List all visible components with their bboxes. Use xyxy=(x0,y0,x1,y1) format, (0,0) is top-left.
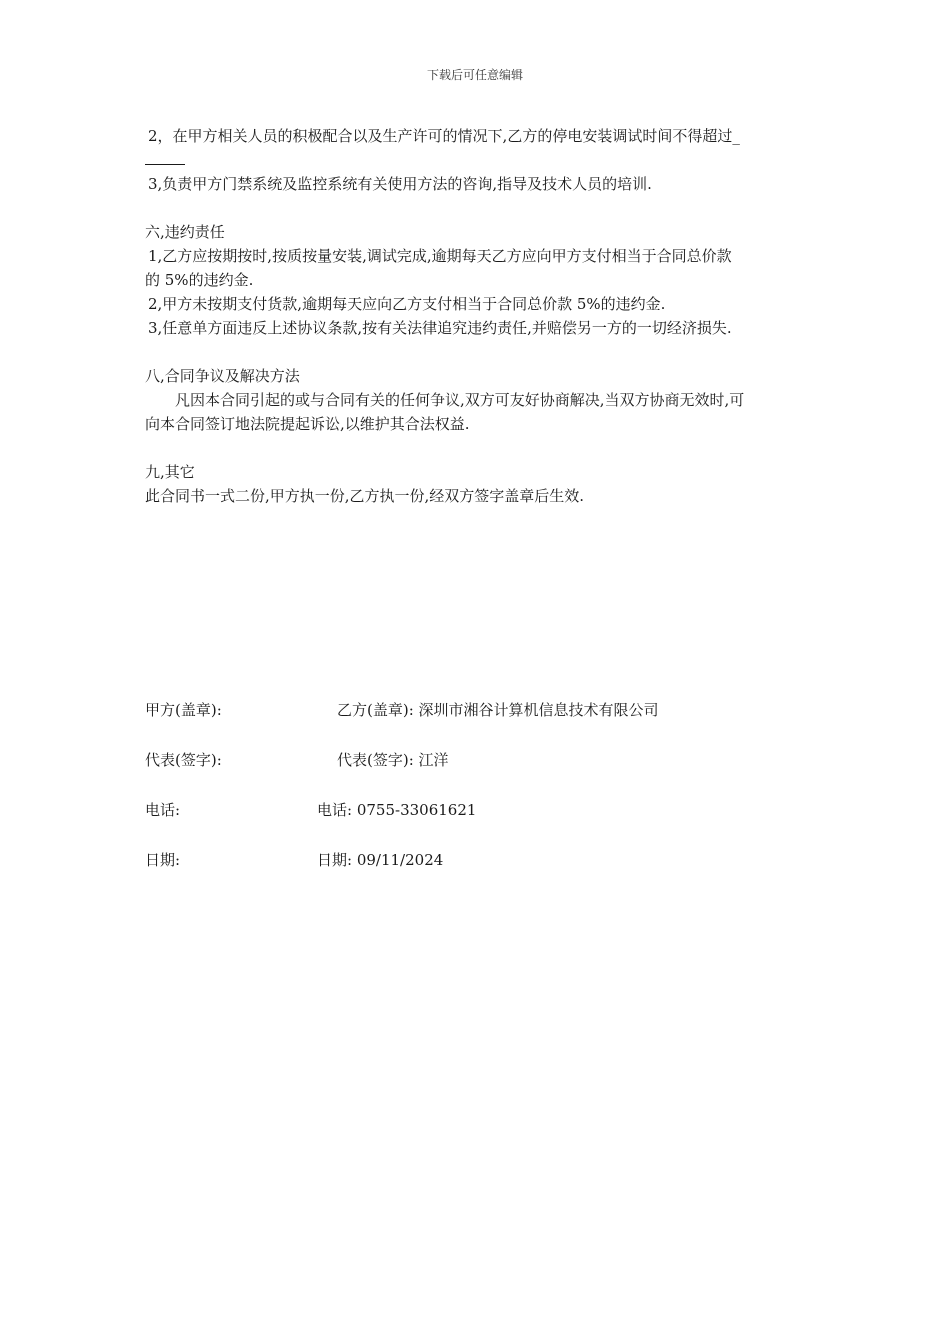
signature-row-seal xyxy=(145,698,815,748)
spacer xyxy=(145,340,815,364)
section-6-item-3: 3,任意单方面违反上述协议条款,按有关法律追究违约责任,并赔偿另一方的一切经济损失. xyxy=(148,319,732,337)
section-8-body-line-1: 凡因本合同引起的或与合同有关的任何争议,双方可友好协商解决,当双方协商无效时,可 xyxy=(175,391,745,409)
item-2-line-1: 2，在甲方相关人员的积极配合以及生产许可的情况下,乙方的停电安装调试时间不得超过_ xyxy=(148,127,740,145)
signature-block xyxy=(145,698,815,898)
signature-row-date xyxy=(145,848,815,898)
section-9-title: 九,其它 xyxy=(145,463,195,481)
spacer xyxy=(145,436,815,460)
section-6-item-2: 2,甲方未按期支付货款,逾期每天应向乙方支付相当于合同总价款 5%的违约金. xyxy=(148,295,666,313)
page-header-note: 下载后可任意编辑 xyxy=(426,68,523,82)
section-6-item-1-line-2: 的 5%的违约金. xyxy=(145,271,254,289)
party-a-date-label: 日期: xyxy=(145,851,181,869)
party-b-rep-label: 代表(签字): 江洋 xyxy=(337,751,449,769)
section-9-body: 此合同书一式二份,甲方执一份,乙方执一份,经双方签字盖章后生效. xyxy=(145,487,585,505)
signature-row-phone xyxy=(145,798,815,848)
party-b-date-label: 日期: 09/11/2024 xyxy=(317,851,444,869)
section-6-title: 六,违约责任 xyxy=(145,223,225,241)
section-6-item-1-line-1: 1,乙方应按期按时,按质按量安装,调试完成,逾期每天乙方应向甲方支付相当于合同总价款 xyxy=(148,247,732,265)
item-2-blank-line xyxy=(145,148,815,172)
party-a-phone-label: 电话: xyxy=(145,801,181,819)
signature-row-representative xyxy=(145,748,815,798)
spacer xyxy=(145,196,815,220)
party-b-seal-label: 乙方(盖章): 深圳市湘谷计算机信息技术有限公司 xyxy=(337,701,659,719)
section-8-body-line-2: 向本合同签订地法院提起诉讼,以维护其合法权益. xyxy=(145,415,470,433)
party-a-rep-label: 代表(签字): xyxy=(145,751,222,769)
party-b-phone-label: 电话: 0755-33061621 xyxy=(317,801,477,819)
section-8-title: 八,合同争议及解决方法 xyxy=(145,367,300,385)
party-a-seal-label: 甲方(盖章): xyxy=(145,701,222,719)
item-3: 3,负责甲方门禁系统及监控系统有关使用方法的咨询,指导及技术人员的培训. xyxy=(148,175,652,193)
fill-in-blank xyxy=(145,150,185,165)
contract-body xyxy=(145,124,815,508)
